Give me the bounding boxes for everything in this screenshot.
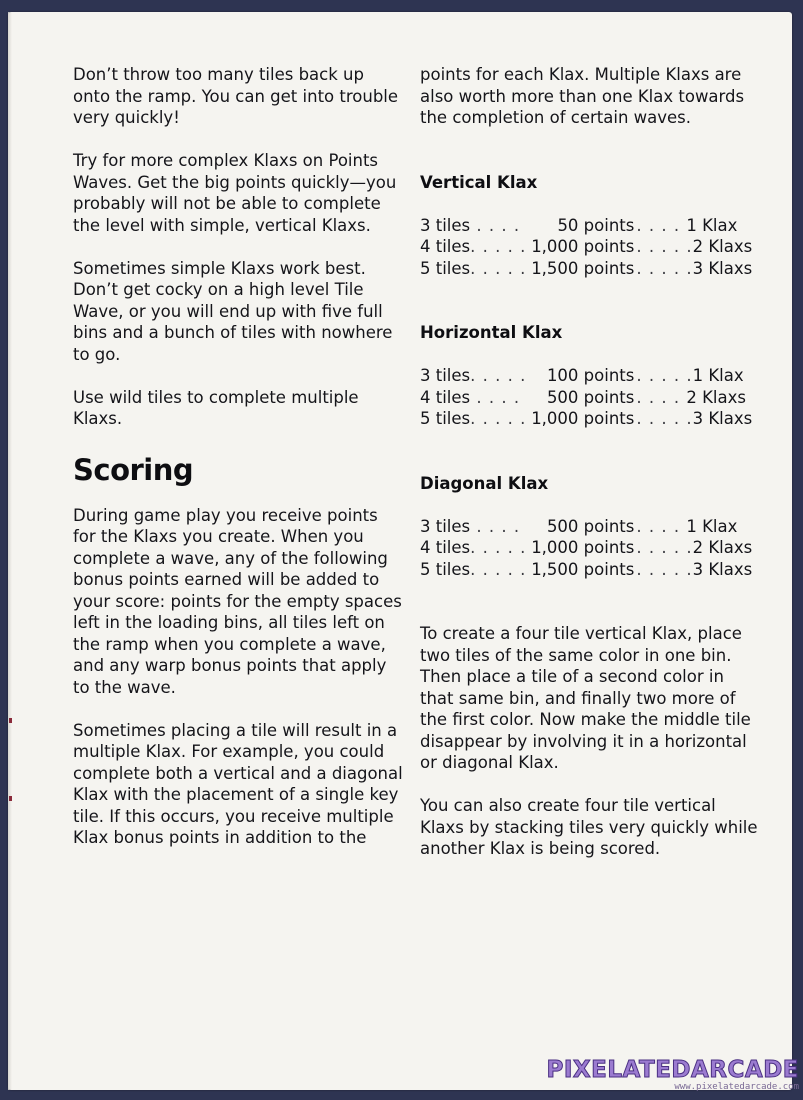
dot-leader: . . . . . [636,258,693,278]
dot-leader: . . . . . [470,366,527,385]
tiles-cell: 3 tiles [420,215,471,235]
table-row [420,408,752,430]
tiles-cell: 5 tiles [420,409,471,428]
tiles-cell: 5 tiles [420,559,471,579]
vertical-klax-table [420,215,752,280]
tip-paragraph: Try for more complex Klaxs on Points Waves. Get the big points quickly—you probably will not be able to complete the level with simple, vertical Klaxs. [73,151,397,235]
table-row [420,365,752,387]
points-cell: 50 points [557,215,635,235]
points-cell: 500 points [546,387,635,407]
edge-mark [9,796,12,801]
vertical-klax-heading: Vertical Klax [420,172,538,192]
scoring-paragraph: During game play you receive points for the Klaxs you create. When you complete a wave, any of the following bonus points earned will be added to your score: points for the empty spaces left in the loading bins, all tiles left on the ramp when you complete a wave, and any warp bonus points that apply to the wave. [73,505,402,697]
tiles-cell: 4 tiles [420,387,471,407]
points-cell: 500 points [546,516,635,536]
klax-cell: 1 Klax [692,366,744,385]
tiles-cell: 3 tiles [420,366,471,385]
dot-leader: . . . . . [470,237,527,256]
edge-mark [9,718,12,723]
dot-leader: . . . . [470,387,521,407]
tip-paragraph: You can also create four tile vertical Klaxs by stacking tiles very quickly while another Klax is being scored. [420,796,758,858]
dot-leader: . . . . . [636,237,693,256]
points-cell: 1,000 points [531,409,635,428]
diagonal-klax-heading: Diagonal Klax [420,473,549,493]
diagonal-klax-table [420,516,752,581]
dot-leader: . . . . . [636,366,693,385]
points-cell: 100 points [546,366,635,385]
dot-leader: . . . . . [470,559,527,579]
klax-cell: 3 Klaxs [692,409,753,428]
dot-leader: . . . . . [470,538,527,557]
table-row [420,236,752,258]
klax-cell: 1 Klax [686,516,738,536]
horizontal-klax-heading: Horizontal Klax [420,323,563,342]
tip-paragraph: Sometimes simple Klaxs work best. Don’t get cocky on a high level Tile Wave, or you will end up with five full bins and a bunch of tiles with nowhere to go. [73,258,393,364]
klax-cell: 2 Klaxs [686,387,746,407]
tip-paragraph: Use wild tiles to complete multiple Klaxs. [73,387,359,428]
klax-cell: 3 Klaxs [692,258,753,278]
table-row [420,537,752,559]
left-column [73,64,403,870]
tiles-cell: 4 tiles [420,237,471,256]
dot-leader: . . . . [636,516,687,536]
dot-leader: . . . . [636,387,687,407]
dot-leader: . . . . . [636,409,693,428]
scoring-heading: Scoring [73,452,194,487]
scoring-paragraph: Sometimes placing a tile will result in a multiple Klax. For example, you could complete both a vertical and a diagonal Klax with the placement of a single key tile. If this occurs, you receive multiple Klax bonus points in addition to the [73,720,403,847]
tiles-cell: 4 tiles [420,538,471,557]
dot-leader: . . . . . [636,538,693,557]
watermark-brand: PIXELATEDARCADE [546,1057,799,1083]
right-column [420,64,760,881]
watermark [546,1058,799,1092]
points-cell: 1,500 points [531,559,635,579]
dot-leader: . . . . [470,516,521,536]
klax-cell: 3 Klaxs [692,559,753,579]
page-fold-shadow [8,12,12,1090]
dot-leader: . . . . . [470,258,527,278]
dot-leader: . . . . [470,215,521,235]
table-row [420,516,752,538]
dot-leader: . . . . [636,215,687,235]
continued-paragraph: points for each Klax. Multiple Klaxs are also worth more than one Klax towards the completion of certain waves. [420,65,745,127]
points-cell: 1,000 points [531,237,635,256]
table-row [420,559,752,581]
klax-cell: 2 Klaxs [692,237,753,256]
dot-leader: . . . . . [636,559,693,579]
tiles-cell: 3 tiles [420,516,471,536]
horizontal-klax-table [420,365,752,430]
points-cell: 1,500 points [531,258,635,278]
klax-cell: 2 Klaxs [692,538,753,557]
points-cell: 1,000 points [531,538,635,557]
dot-leader: . . . . . [470,409,527,428]
tip-paragraph: Don’t throw too many tiles back up onto the ramp. You can get into trouble very quickly! [73,65,399,127]
watermark-url: www.pixelatedarcade.com [674,1082,799,1092]
tiles-cell: 5 tiles [420,258,471,278]
table-row [420,387,752,409]
klax-cell: 1 Klax [686,215,738,235]
table-row [420,258,752,280]
tip-paragraph: To create a four tile vertical Klax, place two tiles of the same color in one bin. Then place a tile of a second color in that same bin, and finally two more of the first color. Now make the middle tile disappear by involving it in a horizontal or diagonal Klax. [420,624,751,772]
table-row [420,215,752,237]
